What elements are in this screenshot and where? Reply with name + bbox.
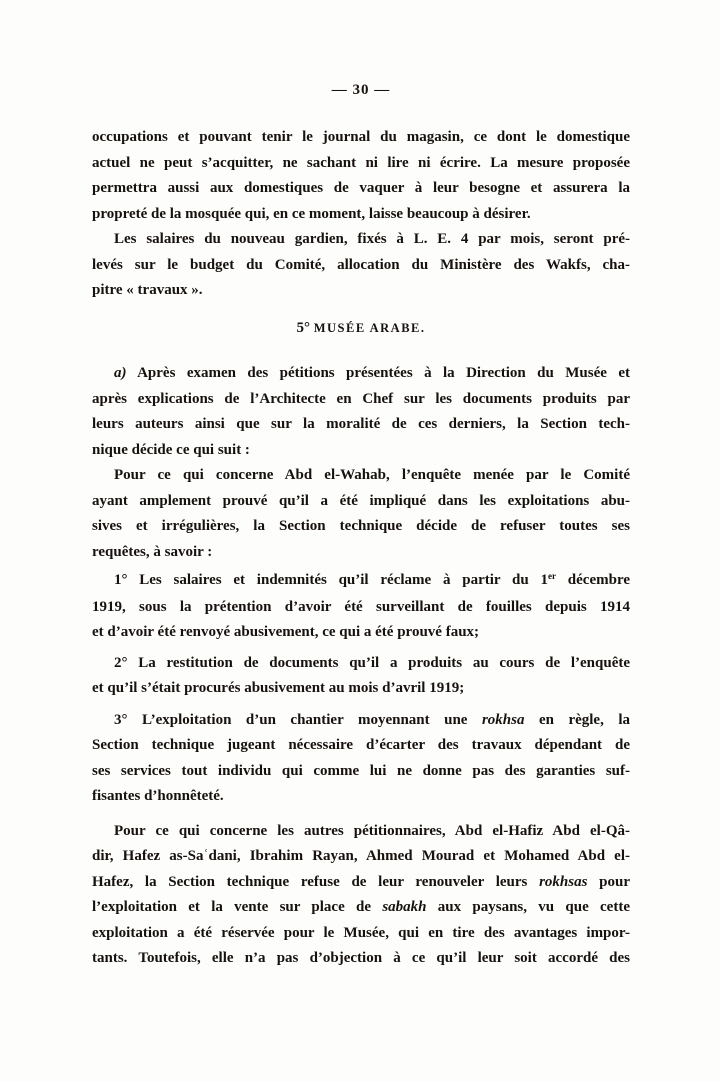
text-line: propreté de la mosquée qui, en ce moment, laisse beaucoup à désirer. bbox=[92, 205, 531, 222]
text-line: 3° L’exploitation d’un chantier moyennant une rokhsa en règle, la bbox=[114, 711, 630, 728]
text-line: Les salaires du nouveau gardien, fixés à L. E. 4 par mois, seront pré- bbox=[114, 231, 630, 247]
text-line: Pour ce qui concerne Abd el-Wahab, l’enquête menée par le Comité bbox=[114, 467, 630, 483]
paragraph-salaires bbox=[92, 227, 630, 304]
text-line: ayant amplement prouvé qu’il a été impliqué dans les exploitations abu- bbox=[92, 492, 630, 509]
text-line: nique décide ce qui suit : bbox=[92, 441, 250, 458]
text-line: a) Après examen des pétitions présentées à la Direction du Musée et bbox=[114, 365, 630, 381]
page-number: — 30 — bbox=[331, 82, 391, 98]
text-line: actuel ne peut s’acquitter, ne sachant ni lire ni écrire. La mesure proposée bbox=[92, 154, 630, 171]
text-line: Pour ce qui concerne les autres pétitionnaires, Abd el-Hafiz Abd el-Qâ- bbox=[114, 822, 630, 839]
text-line: et qu’il s’était procurés abusivement au mois d’avril 1919; bbox=[92, 680, 465, 696]
item-1 bbox=[92, 568, 630, 646]
text-line: pitre « travaux ». bbox=[92, 282, 203, 298]
text-line: sives et irrégulières, la Section technique décide de refuser toutes ses bbox=[92, 518, 630, 534]
paragraph-petitionnaires bbox=[92, 819, 630, 972]
text-line: et d’avoir été renvoyé abusivement, ce qui a été prouvé faux; bbox=[92, 624, 480, 640]
text-block bbox=[92, 80, 630, 972]
text-line: fisantes d’honnêteté. bbox=[92, 788, 224, 804]
text-line: requêtes, à savoir : bbox=[92, 543, 213, 560]
item-2 bbox=[92, 651, 630, 702]
text-line: tants. Toutefois, elle n’a pas d’objection à ce qu’il leur soit accordé des bbox=[92, 950, 630, 966]
text-line: leurs auteurs ainsi que sur la moralité de ces derniers, la Section tech- bbox=[92, 416, 630, 432]
paragraph-occupations bbox=[92, 125, 630, 227]
text-line: après explications de l’Architecte en Chef sur les documents produits par bbox=[92, 390, 630, 407]
text-line: 1919, sous la prétention d’avoir été surveillant de fouilles depuis 1914 bbox=[92, 598, 630, 615]
text-line: Hafez, la Section technique refuse de leur renouveler leurs rokhsas pour bbox=[92, 873, 630, 890]
text-line: l’exploitation et la vente sur place de sabakh aux paysans, vu que cette bbox=[92, 899, 630, 915]
text-line: Section technique jugeant nécessaire d’écarter des travaux dépendant de bbox=[92, 737, 630, 753]
text-line: exploitation a été réservée pour le Musée, qui en tire des avantages impor- bbox=[92, 924, 630, 941]
text-line: 2° La restitution de documents qu’il a produits au cours de l’enquête bbox=[114, 654, 630, 671]
page-body bbox=[92, 125, 630, 972]
text-line: dir, Hafez as-Saʿdani, Ibrahim Rayan, Ahmed Mourad et Mohamed Abd el- bbox=[92, 848, 630, 864]
item-3 bbox=[92, 708, 630, 810]
paragraph-abd-el-wahab bbox=[92, 463, 630, 565]
text-line: 1° Les salaires et indemnités qu’il réclame à partir du 1er décembre bbox=[114, 571, 630, 588]
text-line: occupations et pouvant tenir le journal du magasin, ce dont le domestique bbox=[92, 129, 630, 145]
text-line: ses services tout individu qui comme lui ne donne pas des garanties suf- bbox=[92, 762, 630, 779]
paragraph-petitions bbox=[92, 361, 630, 463]
text-line: permettra aussi aux domestiques de vaquer à leur besogne et assurera la bbox=[92, 180, 630, 196]
text-line: levés sur le budget du Comité, allocation du Ministère des Wakfs, cha- bbox=[92, 256, 630, 273]
text-line: 5° MUSÉE ARABE. bbox=[296, 319, 426, 336]
section-heading bbox=[92, 316, 630, 342]
